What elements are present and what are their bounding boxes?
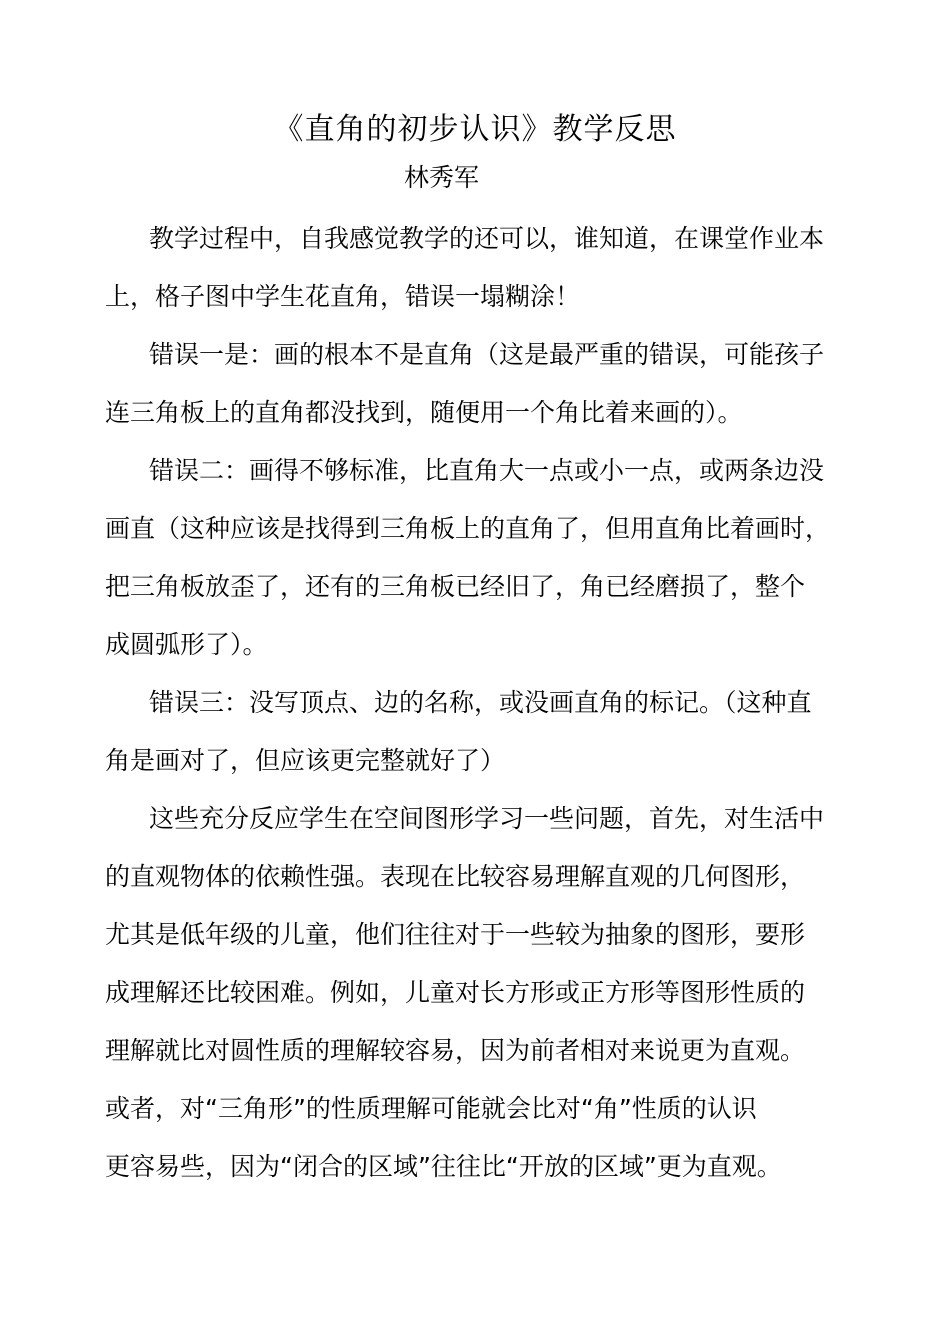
- paragraph-error-two: [105, 442, 850, 674]
- paragraph-intro: [105, 210, 850, 326]
- text-line: 上，格子图中学生花直角，错误一塌糊涂！: [105, 282, 581, 311]
- text-line: 角是画对了，但应该更完整就好了）: [105, 746, 506, 775]
- paragraph-analysis: [105, 790, 850, 1196]
- text-line: 错误三：没写顶点、边的名称，或没画直角的标记。（这种直: [149, 688, 812, 717]
- text-line: 的直观物体的依赖性强。表现在比较容易理解直观的几何图形，: [105, 862, 806, 891]
- document-body: [105, 210, 850, 1196]
- text-line: 这些充分反应学生在空间图形学习一些问题，首先，对生活中: [149, 804, 825, 833]
- document-title: 《直角的初步认识》教学反思: [273, 112, 677, 147]
- document-author: 林秀军: [403, 163, 479, 192]
- text-line: 理解就比对圆性质的理解较容易，因为前者相对来说更为直观。: [105, 1036, 806, 1065]
- text-line: 教学过程中，自我感觉教学的还可以，谁知道，在课堂作业本: [149, 224, 825, 253]
- text-line: 成理解还比较困难。例如，儿童对长方形或正方形等图形性质的: [105, 978, 806, 1007]
- text-line: 错误一是：画的根本不是直角（这是最严重的错误，可能孩子: [149, 340, 825, 369]
- text-line: 尤其是低年级的儿童，他们往往对于一些较为抽象的图形，要形: [105, 920, 806, 949]
- paragraph-error-one: [105, 326, 850, 442]
- text-line: 把三角板放歪了，还有的三角板已经旧了，角已经磨损了，整个: [105, 572, 806, 601]
- text-line: 连三角板上的直角都没找到，随便用一个角比着来画的）。: [105, 398, 743, 427]
- text-line: 错误二：画得不够标准，比直角大一点或小一点，或两条边没: [149, 456, 825, 485]
- paragraph-error-three: [105, 674, 850, 790]
- text-line: 更容易些，因为“闭合的区域”往往比“开放的区域”更为直观。: [105, 1152, 782, 1181]
- text-line: 画直（这种应该是找得到三角板上的直角了，但用直角比着画时，: [105, 514, 831, 543]
- text-line: 或者，对“三角形”的性质理解可能就会比对“角”性质的认识: [105, 1094, 757, 1123]
- text-line: 成圆弧形了）。: [105, 630, 268, 659]
